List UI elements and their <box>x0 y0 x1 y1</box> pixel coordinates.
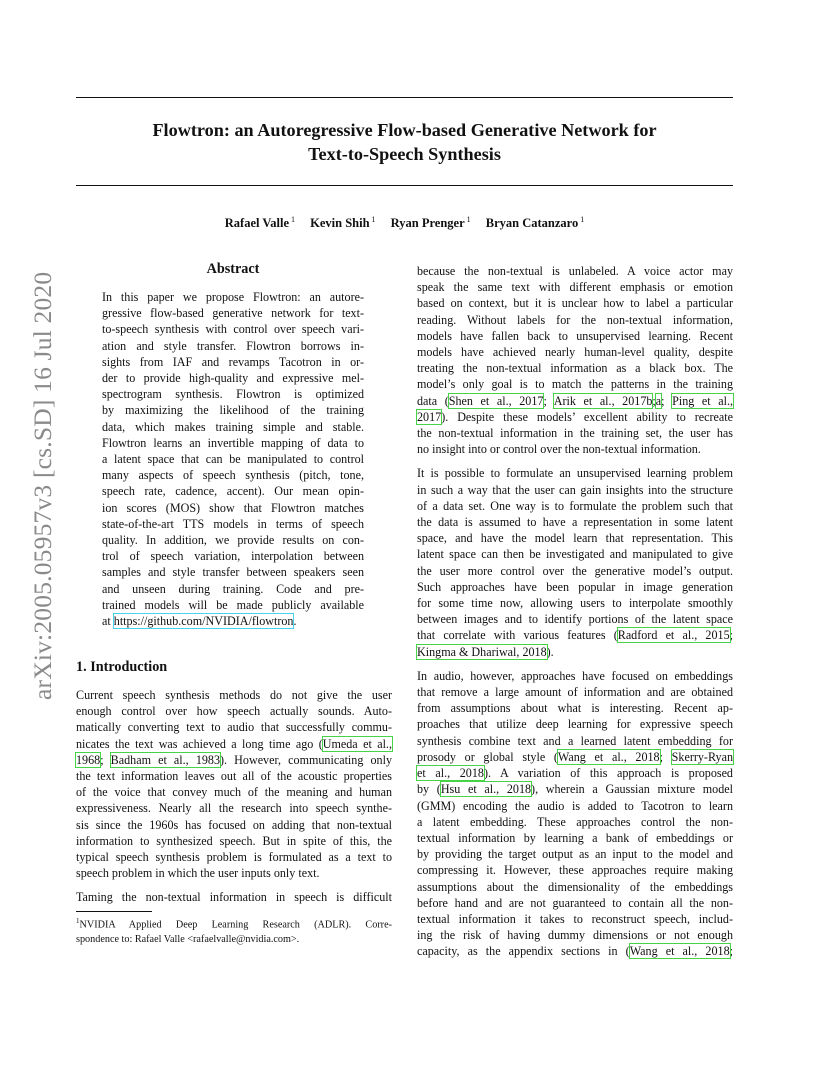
body-line: It is possible to formulate an unsupervised learning problem <box>417 466 733 481</box>
citation-link[interactable]: a <box>655 393 662 408</box>
author-name: Ryan Prenger <box>390 216 465 231</box>
body-text: ; <box>729 628 733 643</box>
body-line: based on context, but it is unclear how to label a particular <box>417 296 733 311</box>
abstract-line: data, which makes training simple and stable. <box>102 419 364 434</box>
body-line <box>417 409 733 425</box>
introduction-body <box>76 687 392 906</box>
author-name: Rafael Valle <box>224 216 289 231</box>
citation-link[interactable]: Wang et al., 2018 <box>557 749 660 764</box>
body-line: because the non-textual is unlabeled. A voice actor may <box>417 264 733 278</box>
body-line: no insight into or control over the non-textual information. <box>417 442 701 457</box>
body-line: speak the same text with different emphasis or emotion <box>417 280 733 295</box>
intro-line: Taming the non-textual information in speech is difficult <box>76 890 392 905</box>
body-line: between images and to identify portions of the latent space <box>417 612 733 627</box>
abstract-line: samples and style transfer between speakers seen <box>102 565 364 580</box>
author-name: Bryan Catanzaro <box>485 216 579 231</box>
author-affiliation: 1 <box>580 215 585 224</box>
abstract-line: gressive flow-based generative network for text- <box>102 306 364 321</box>
intro-line: enough control over how speech actually sounds. Auto- <box>76 704 392 719</box>
citation-link[interactable]: Wang et al., 2018 <box>629 944 730 959</box>
title-rule-bottom <box>76 185 733 186</box>
citation-link[interactable]: Hsu et al., 2018 <box>440 782 532 797</box>
author <box>310 216 375 230</box>
abstract-line: ation and style transfer. Flowtron borrows in- <box>102 338 364 353</box>
abstract-line: sights from IAF and revamps Tacotron in or- <box>102 354 364 369</box>
abstract-line: to-speech synthesis with control over speech vari- <box>102 322 364 337</box>
abstract-line: a latent space that can be manipulated to control <box>102 452 364 467</box>
body-line: treating the non-textual information as a black box. The <box>417 361 733 376</box>
abstract-line: trol of speech variation, interpolation between <box>102 549 364 564</box>
body-text: ), wherein a Gaussian mixture model <box>531 782 734 797</box>
body-line: for some time now, allowing users to interpolate smoothly <box>417 596 733 611</box>
citation-link[interactable]: Badham et al., 1983 <box>110 752 221 767</box>
title-rule-top <box>76 97 733 98</box>
abstract-line: trained models will be made publicly available <box>102 597 364 612</box>
body-line: by providing the target output as an input to the model and <box>417 847 733 862</box>
abstract-body <box>102 289 364 629</box>
author-affiliation: 1 <box>291 215 295 224</box>
citation-link[interactable]: 2017 <box>417 409 442 424</box>
body-line: reading. Without labels for the non-textual information, <box>417 312 733 327</box>
citation-link[interactable]: Ping et al., <box>672 393 733 408</box>
author-affiliation: 1 <box>466 215 471 224</box>
introduction-heading: 1. Introduction <box>76 659 168 675</box>
footnote-line <box>76 914 392 933</box>
intro-line: Current speech synthesis methods do not give the user <box>76 688 392 702</box>
abstract-line: speech rate, cadence, accent). Our mean opin- <box>102 484 364 499</box>
body-line: from assumptions about what is interesting. Recent ap- <box>417 701 733 716</box>
citation-link[interactable]: Skerry-Ryan <box>671 749 733 764</box>
author <box>391 216 471 230</box>
intro-line: speech problem in which the user inputs only text. <box>76 866 320 881</box>
body-line <box>417 781 733 797</box>
citation-link[interactable]: 1968 <box>76 752 101 767</box>
intro-line-text: nicates the text was achieved a long time ago ( <box>76 736 323 751</box>
intro-line: information to synthesized speech. But in spite of this, the <box>76 833 392 848</box>
body-line <box>417 644 733 660</box>
body-line: textual information by learning a bank of embeddings or <box>417 830 733 845</box>
body-line: assumptions about the dimensionality of the embeddings <box>417 879 733 894</box>
right-column <box>417 263 733 960</box>
paper-title-line-2: Text-to-Speech Synthesis <box>308 144 501 164</box>
intro-line: expressiveness. Nearly all the research into speech synthe- <box>76 801 392 816</box>
footnote-rule <box>76 911 152 912</box>
citation-link[interactable]: Radford et al., 2015 <box>617 628 730 643</box>
citation-link[interactable]: Umeda et al., <box>322 736 392 751</box>
abstract-line: and unseen during training. Code and pre- <box>102 581 364 596</box>
abstract-line: ion scores (MOS) show that Flowtron matches <box>102 500 364 515</box>
body-line: synthesis combine text and a learned latent embedding for <box>417 733 733 748</box>
body-line: (GMM) encoding the audio is added to Tacotron to learn <box>417 798 733 813</box>
body-text: ; <box>661 393 673 408</box>
intro-line-text: ). However, communicating only <box>220 752 392 767</box>
body-line <box>417 765 733 781</box>
body-line <box>417 627 733 643</box>
citation-link[interactable]: et al., 2018 <box>417 766 484 781</box>
body-line: of a data set. One way is to formulate the problem such that <box>417 498 733 513</box>
body-line: the non-textual information in the training set, the user has <box>417 426 733 441</box>
body-line: compressing it. However, these approaches require making <box>417 863 733 878</box>
body-line <box>417 943 733 959</box>
body-text: ; <box>652 393 656 408</box>
body-line: textual information it takes to reconstruct speech, includ- <box>417 911 733 926</box>
body-line: before hand and are not guaranteed to contain all the non- <box>417 895 733 910</box>
body-line: space, and have the model learn that representation. This <box>417 531 733 546</box>
author-list <box>76 215 733 231</box>
author-affiliation: 1 <box>371 215 376 224</box>
body-line <box>417 749 733 765</box>
body-line: in such a way that the user can gain insights into the structure <box>417 482 733 497</box>
body-text: ; <box>543 393 554 408</box>
body-line: Such approaches have been popular in image generation <box>417 579 733 594</box>
paper-title <box>76 118 733 166</box>
abstract-heading: Abstract <box>206 261 260 277</box>
body-line: a latent embedding. These approaches control the non- <box>417 814 733 829</box>
body-text: ; <box>659 749 672 764</box>
body-line: latent space can then be investigated and manipulated to give <box>417 547 733 562</box>
intro-line: matically converting text to audio that successfully commu- <box>76 720 392 735</box>
body-text: by ( <box>417 782 441 797</box>
body-text: ). Despite these models’ excellent ability to recreate <box>441 409 733 424</box>
body-line: ing the risk of having dummy dimensions or not enough <box>417 928 733 943</box>
abstract-line: many aspects of speech synthesis (pitch, tone, <box>102 468 364 483</box>
abstract-line-text: . <box>293 614 297 629</box>
intro-line: of the voice that convey much of the meaning and human <box>76 785 392 800</box>
body-text: prosody or global style ( <box>417 749 558 764</box>
abstract-line <box>102 613 364 629</box>
intro-line <box>76 752 392 768</box>
code-url-link[interactable]: https://github.com/NVIDIA/flowtron <box>113 614 294 629</box>
paper-title-line-1: Flowtron: an Autoregressive Flow-based Generative Network for <box>152 120 657 140</box>
intro-line: typical speech synthesis problem is formulated as a text to <box>76 850 392 865</box>
footnote-marker: 1 <box>76 917 80 925</box>
abstract-line: state-of-the-art TTS models in terms of speech <box>102 516 364 531</box>
footnote-line: spondence to: Rafael Valle <rafaelvalle@nvidia.com>. <box>76 933 300 945</box>
body-line: the user more control over the generative model’s output. <box>417 563 733 578</box>
paragraph-gap <box>76 881 392 889</box>
footnote <box>76 914 392 947</box>
abstract-line: spectrogram synthesis. Flowtron is optimized <box>102 387 364 402</box>
abstract-line: Flowtron learns an invertible mapping of data to <box>102 435 364 450</box>
body-text: data ( <box>417 393 449 408</box>
body-text: capacity, as the appendix sections in ( <box>417 944 630 959</box>
arxiv-identifier: arXiv:2005.05957v3 [cs.SD] 16 Jul 2020 <box>28 271 57 700</box>
paragraph-gap <box>417 660 733 668</box>
intro-line-text: ; <box>100 752 111 767</box>
body-text: ). A variation of this approach is proposed <box>483 766 733 781</box>
abstract-line-text: at <box>102 614 114 629</box>
citation-link[interactable]: Shen et al., 2017 <box>448 393 544 408</box>
author <box>486 216 584 230</box>
body-line: models have achieved nearly human-level quality, despite <box>417 345 733 360</box>
intro-line: sis since the 1960s has focused on adding that non-textual <box>76 817 392 832</box>
abstract-line: by maximizing the likelihood of the training <box>102 403 364 418</box>
body-line <box>417 393 733 409</box>
body-line: the data is assumed to have a representation in some latent <box>417 515 733 530</box>
body-line: that remove a large amount of information and are obtained <box>417 685 733 700</box>
abstract-line: quality. In addition, we provide results on con- <box>102 533 364 548</box>
footnote-text: NVIDIA Applied Deep Learning Research (ADLR). Corre- <box>79 919 392 931</box>
abstract-line: der to provide high-quality and expressive mel- <box>102 371 364 386</box>
paragraph-gap <box>417 457 733 465</box>
citation-link[interactable]: Kingma & Dhariwal, 2018 <box>417 644 547 659</box>
abstract-line: In this paper we propose Flowtron: an autore- <box>102 290 364 304</box>
body-line: In audio, however, approaches have focused on embeddings <box>417 668 733 683</box>
body-text: that correlate with various features ( <box>417 628 618 643</box>
body-text: ; <box>729 944 733 959</box>
body-line: proaches that utilize deep learning for expressive speech <box>417 717 733 732</box>
citation-link[interactable]: Arik et al., 2017b <box>553 393 653 408</box>
author <box>225 216 295 230</box>
body-line: model’s only goal is to match the patterns in the training <box>417 377 733 392</box>
intro-line <box>76 736 392 752</box>
intro-line: the text information leaves out all of the acoustic properties <box>76 769 392 784</box>
body-text: ). <box>546 644 554 659</box>
author-name: Kevin Shih <box>310 216 370 231</box>
body-line: models have fallen back to unsupervised learning. Recent <box>417 328 733 343</box>
